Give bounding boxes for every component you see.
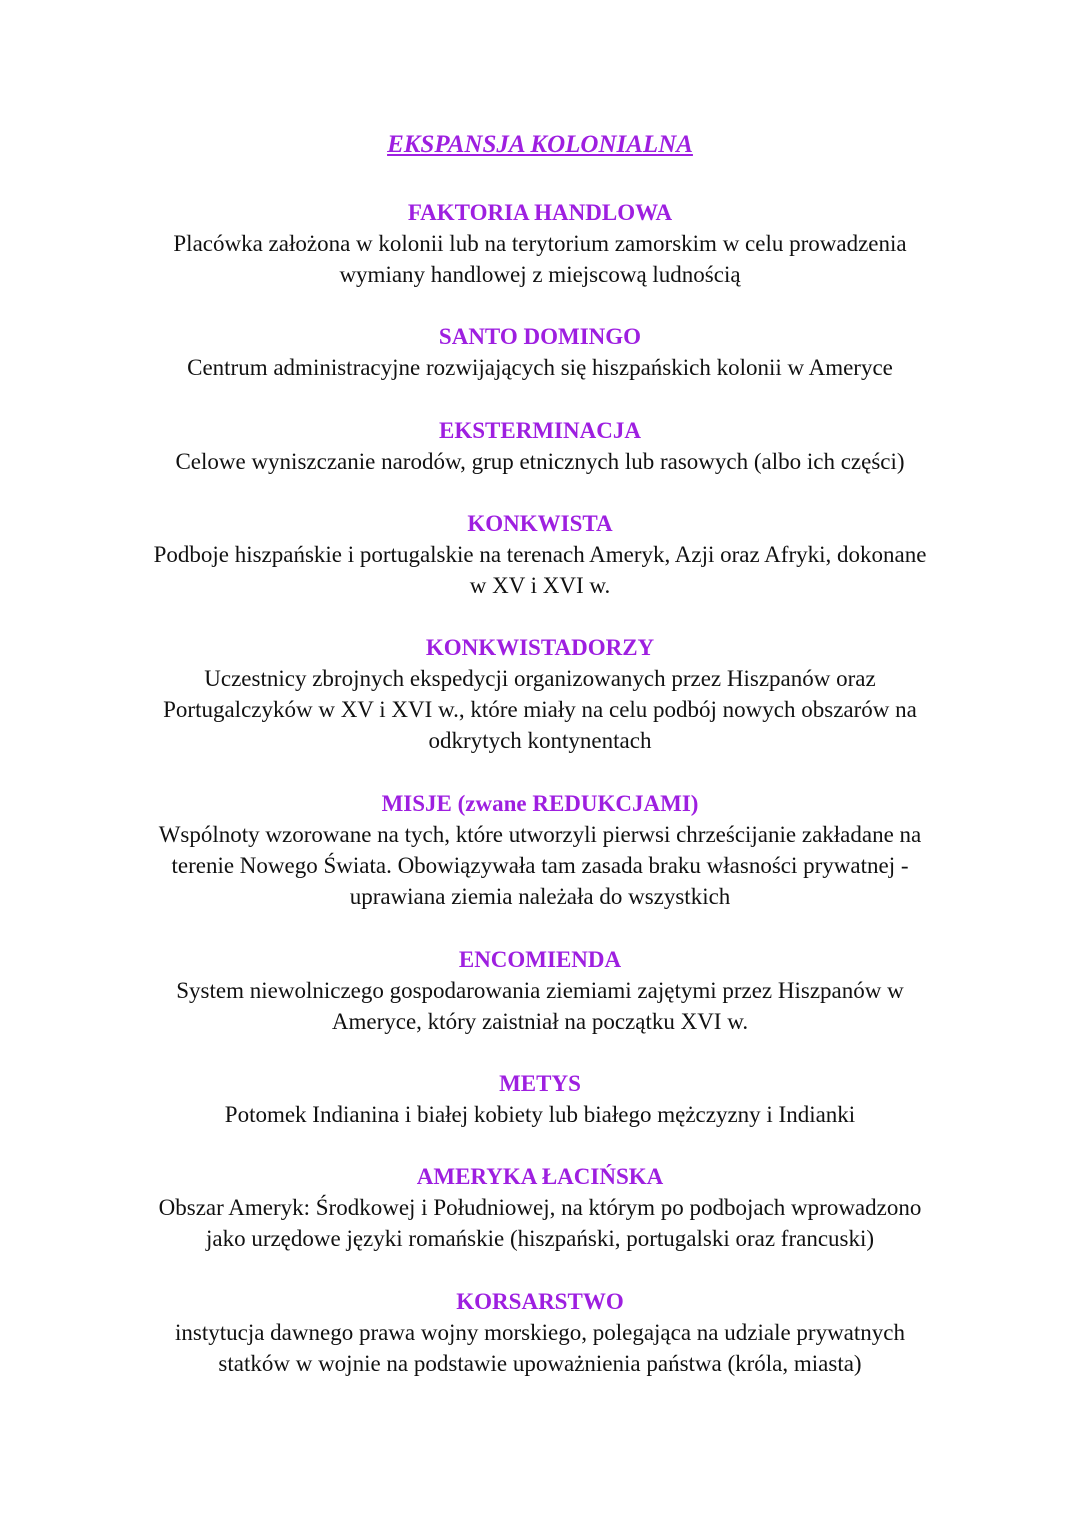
entry-term: KONKWISTA <box>467 511 613 536</box>
entry-definition-line: Portugalczyków w XV i XVI w., które miały na celu podbój nowych obszarów na <box>163 697 917 722</box>
entry-definition-line: Potomek Indianina i białej kobiety lub białego mężczyzny i Indianki <box>224 1102 856 1127</box>
entry-misje <box>90 788 990 912</box>
entry-definition-line: jako urzędowe języki romańskie (hiszpański, portugalski oraz francuski) <box>205 1226 875 1251</box>
page-title: EKSPANSJA KOLONIALNA <box>387 131 693 158</box>
entry-definition-line: Celowe wyniszczanie narodów, grup etnicznych lub rasowych (albo ich części) <box>175 449 905 474</box>
entry-definition-line: terenie Nowego Świata. Obowiązywała tam zasada braku własności prywatnej - <box>171 853 909 878</box>
entry-definition-line: wymiany handlowej z miejscową ludnością <box>339 262 741 287</box>
entry-term: METYS <box>499 1071 581 1096</box>
entry-definition-line: Centrum administracyjne rozwijających się hiszpańskich kolonii w Ameryce <box>187 355 893 380</box>
entry-santo-domingo <box>90 321 990 383</box>
entry-term: KORSARSTWO <box>456 1289 624 1314</box>
entry-definition-line: uprawiana ziemia należała do wszystkich <box>349 884 731 909</box>
entry-definition-line: Uczestnicy zbrojnych ekspedycji organizowanych przez Hiszpanów oraz <box>204 666 876 691</box>
entry-definition-line: odkrytych kontynentach <box>428 728 652 753</box>
entry-term: FAKTORIA HANDLOWA <box>407 200 673 225</box>
entry-eksterminacja <box>90 415 990 477</box>
entry-definition-line: Placówka założona w kolonii lub na terytorium zamorskim w celu prowadzenia <box>173 231 907 256</box>
entry-faktoria-handlowa <box>90 197 990 290</box>
entry-konkwista <box>90 508 990 601</box>
entry-definition-line: System niewolniczego gospodarowania ziemiami zajętymi przez Hiszpanów w <box>176 978 904 1003</box>
entry-term: AMERYKA ŁACIŃSKA <box>416 1164 664 1189</box>
entry-term: MISJE (zwane REDUKCJAMI) <box>381 791 699 816</box>
entry-definition-line: instytucja dawnego prawa wojny morskiego, polegająca na udziale prywatnych <box>174 1320 905 1345</box>
entry-definition-line: Podboje hiszpańskie i portugalskie na terenach Ameryk, Azji oraz Afryki, dokonane <box>153 542 927 567</box>
entry-korsarstwo <box>90 1286 990 1379</box>
entry-term: KONKWISTADORZY <box>425 635 655 660</box>
entry-definition-line: w XV i XVI w. <box>469 573 611 598</box>
entry-konkwistadorzy <box>90 632 990 756</box>
entry-term: ENCOMIENDA <box>458 947 622 972</box>
entry-metys <box>90 1068 990 1130</box>
entry-term: EKSTERMINACJA <box>439 418 641 443</box>
entry-ameryka-lacinska <box>90 1161 990 1254</box>
entry-definition-line: Wspólnoty wzorowane na tych, które utworzyli pierwsi chrześcijanie zakładane na <box>158 822 922 847</box>
entry-definition-line: statków w wojnie na podstawie upoważnienia państwa (króla, miasta) <box>218 1351 862 1376</box>
entry-definition-line: Ameryce, który zaistniał na początku XVI w. <box>331 1009 749 1034</box>
entry-encomienda <box>90 944 990 1037</box>
entry-term: SANTO DOMINGO <box>438 324 642 349</box>
entry-definition-line: Obszar Ameryk: Środkowej i Południowej, na którym po podbojach wprowadzono <box>158 1195 922 1220</box>
